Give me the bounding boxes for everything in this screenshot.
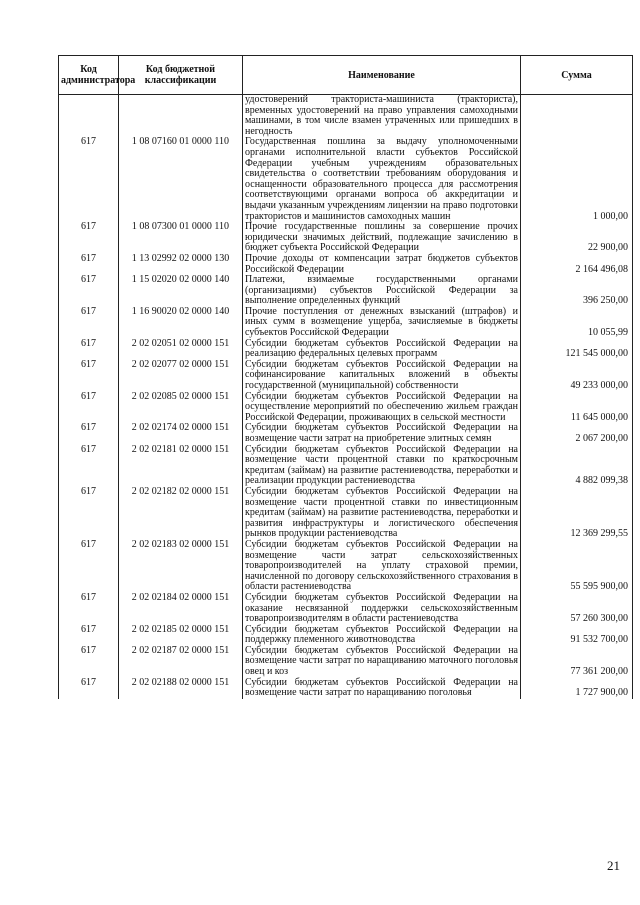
name-cell: Субсидии бюджетам субъектов Российской Федерации на софинансирование капитальных вложений в объекты государственной (муниципальной) собственности: [243, 360, 521, 392]
table-row: [59, 445, 633, 487]
sum-cell: 396 250,00: [521, 275, 633, 307]
table-row: [59, 392, 633, 424]
sum-cell: 77 361 200,00: [521, 646, 633, 678]
admin-code-cell: 617: [59, 646, 119, 678]
name-cell: Субсидии бюджетам субъектов Российской Федерации на возмещение части затрат по наращиванию поголовья: [243, 678, 521, 699]
name-cell: Субсидии бюджетам субъектов Российской Федерации на возмещение части процентной ставки по краткосрочным кредитам (займам) на развитие растениеводства, переработки и реализации продукции растениеводства: [243, 445, 521, 487]
name-cell: Субсидии бюджетам субъектов Российской Федерации на поддержку племенного животноводства: [243, 625, 521, 646]
name-cell: Прочие доходы от компенсации затрат бюджетов субъектов Российской Федерации: [243, 254, 521, 275]
name-cell: Субсидии бюджетам субъектов Российской Федерации на возмещение части затрат на приобретение элитных семян: [243, 423, 521, 444]
sum-cell: 10 055,99: [521, 307, 633, 339]
table-row: [59, 275, 633, 307]
admin-code-cell: 617: [59, 222, 119, 254]
sum-cell: 57 260 300,00: [521, 593, 633, 625]
admin-code-cell: 617: [59, 339, 119, 360]
name-cell: Субсидии бюджетам субъектов Российской Федерации на оказание несвязанной поддержки сельскохозяйственным товаропроизводителям в области растениеводства: [243, 593, 521, 625]
sum-cell: 121 545 000,00: [521, 339, 633, 360]
name-cell: удостоверений тракториста-машиниста (тракториста), временных удостоверений на право управления самоходными машинами, в том числе взамен утраченных или пришедших в негодность: [243, 95, 521, 138]
name-cell: Субсидии бюджетам субъектов Российской Федерации на возмещение части процентной ставки по инвестиционным кредитам (займам) на развитие растениеводства, переработки и развития инфраструктуры и логистического обеспечения рынков продукции растениеводства: [243, 487, 521, 540]
kbk-code-cell: 1 16 90020 02 0000 140: [119, 307, 243, 339]
admin-code-cell: 617: [59, 307, 119, 339]
admin-code-cell: 617: [59, 625, 119, 646]
table-row: [59, 625, 633, 646]
admin-code-cell: 617: [59, 678, 119, 699]
sum-cell: 2 067 200,00: [521, 423, 633, 444]
kbk-code-cell: 2 02 02184 02 0000 151: [119, 593, 243, 625]
admin-code-cell: 617: [59, 593, 119, 625]
sum-cell: 4 882 099,38: [521, 445, 633, 487]
kbk-code-cell: 1 08 07160 01 0000 110: [119, 137, 243, 222]
table-row: [59, 95, 633, 138]
header-sum: Сумма: [521, 56, 633, 95]
sum-cell: 55 595 900,00: [521, 540, 633, 593]
admin-code-cell: 617: [59, 445, 119, 487]
table-header-row: [59, 56, 633, 95]
header-admin-code: Код администратора: [59, 56, 119, 95]
budget-table-container: [58, 55, 632, 699]
table-row: [59, 254, 633, 275]
table-row: [59, 678, 633, 699]
sum-cell: 49 233 000,00: [521, 360, 633, 392]
kbk-code-cell: 2 02 02174 02 0000 151: [119, 423, 243, 444]
name-cell: Государственная пошлина за выдачу уполномоченными органами исполнительной власти субъектов Российской Федерации учебным учреждениям образовательных свидетельства о соответствии требованиям оборудования и оснащенности образовательного процесса для рассмотрения соответствующими органами вопроса об аккредитации и выдачи указанным учреждениям лицензии на право подготовки трактористов и машинистов самоходных машин: [243, 137, 521, 222]
budget-revenue-table: [58, 55, 633, 699]
sum-cell: 22 900,00: [521, 222, 633, 254]
table-row: [59, 540, 633, 593]
table-row: [59, 593, 633, 625]
kbk-code-cell: 2 02 02188 02 0000 151: [119, 678, 243, 699]
table-body: [59, 95, 633, 699]
sum-cell: [521, 95, 633, 138]
table-row: [59, 339, 633, 360]
kbk-code-cell: 2 02 02051 02 0000 151: [119, 339, 243, 360]
sum-cell: 91 532 700,00: [521, 625, 633, 646]
name-cell: Субсидии бюджетам субъектов Российской Федерации на осуществление мероприятий по обеспечению жильем граждан Российской Федерации, проживающих в сельской местности: [243, 392, 521, 424]
name-cell: Прочие государственные пошлины за совершение прочих юридически значимых действий, подлежащие зачислению в бюджет субъекта Российской Федерации: [243, 222, 521, 254]
header-kbk-code: Код бюджетной классификации: [119, 56, 243, 95]
sum-cell: 11 645 000,00: [521, 392, 633, 424]
kbk-code-cell: 1 13 02992 02 0000 130: [119, 254, 243, 275]
table-row: [59, 423, 633, 444]
kbk-code-cell: 2 02 02185 02 0000 151: [119, 625, 243, 646]
admin-code-cell: 617: [59, 423, 119, 444]
admin-code-cell: 617: [59, 487, 119, 540]
admin-code-cell: 617: [59, 540, 119, 593]
kbk-code-cell: 2 02 02077 02 0000 151: [119, 360, 243, 392]
admin-code-cell: [59, 95, 119, 138]
table-row: [59, 646, 633, 678]
table-row: [59, 487, 633, 540]
kbk-code-cell: 2 02 02181 02 0000 151: [119, 445, 243, 487]
admin-code-cell: 617: [59, 254, 119, 275]
name-cell: Субсидии бюджетам субъектов Российской Федерации на реализацию федеральных целевых программ: [243, 339, 521, 360]
admin-code-cell: 617: [59, 137, 119, 222]
table-row: [59, 137, 633, 222]
kbk-code-cell: 2 02 02182 02 0000 151: [119, 487, 243, 540]
table-row: [59, 307, 633, 339]
page-number: 21: [607, 858, 620, 873]
admin-code-cell: 617: [59, 275, 119, 307]
kbk-code-cell: 2 02 02187 02 0000 151: [119, 646, 243, 678]
admin-code-cell: 617: [59, 392, 119, 424]
name-cell: Субсидии бюджетам субъектов Российской Федерации на возмещение части затрат по наращиванию маточного поголовья овец и коз: [243, 646, 521, 678]
table-row: [59, 360, 633, 392]
sum-cell: 12 369 299,55: [521, 487, 633, 540]
kbk-code-cell: 1 15 02020 02 0000 140: [119, 275, 243, 307]
sum-cell: 2 164 496,08: [521, 254, 633, 275]
kbk-code-cell: 1 08 07300 01 0000 110: [119, 222, 243, 254]
table-row: [59, 222, 633, 254]
kbk-code-cell: 2 02 02183 02 0000 151: [119, 540, 243, 593]
name-cell: Субсидии бюджетам субъектов Российской Федерации на возмещение части затрат сельскохозяйственных товаропроизводителей на уплату страховой премии, начисленной по договору сельскохозяйственного страхования в области растениеводства: [243, 540, 521, 593]
kbk-code-cell: [119, 95, 243, 138]
header-name: Наименование: [243, 56, 521, 95]
admin-code-cell: 617: [59, 360, 119, 392]
sum-cell: 1 000,00: [521, 137, 633, 222]
kbk-code-cell: 2 02 02085 02 0000 151: [119, 392, 243, 424]
name-cell: Платежи, взимаемые государственными органами (организациями) субъектов Российской Федерации за выполнение определенных функций: [243, 275, 521, 307]
name-cell: Прочие поступления от денежных взысканий (штрафов) и иных сумм в возмещение ущерба, зачисляемые в бюджеты субъектов Российской Федерации: [243, 307, 521, 339]
sum-cell: 1 727 900,00: [521, 678, 633, 699]
